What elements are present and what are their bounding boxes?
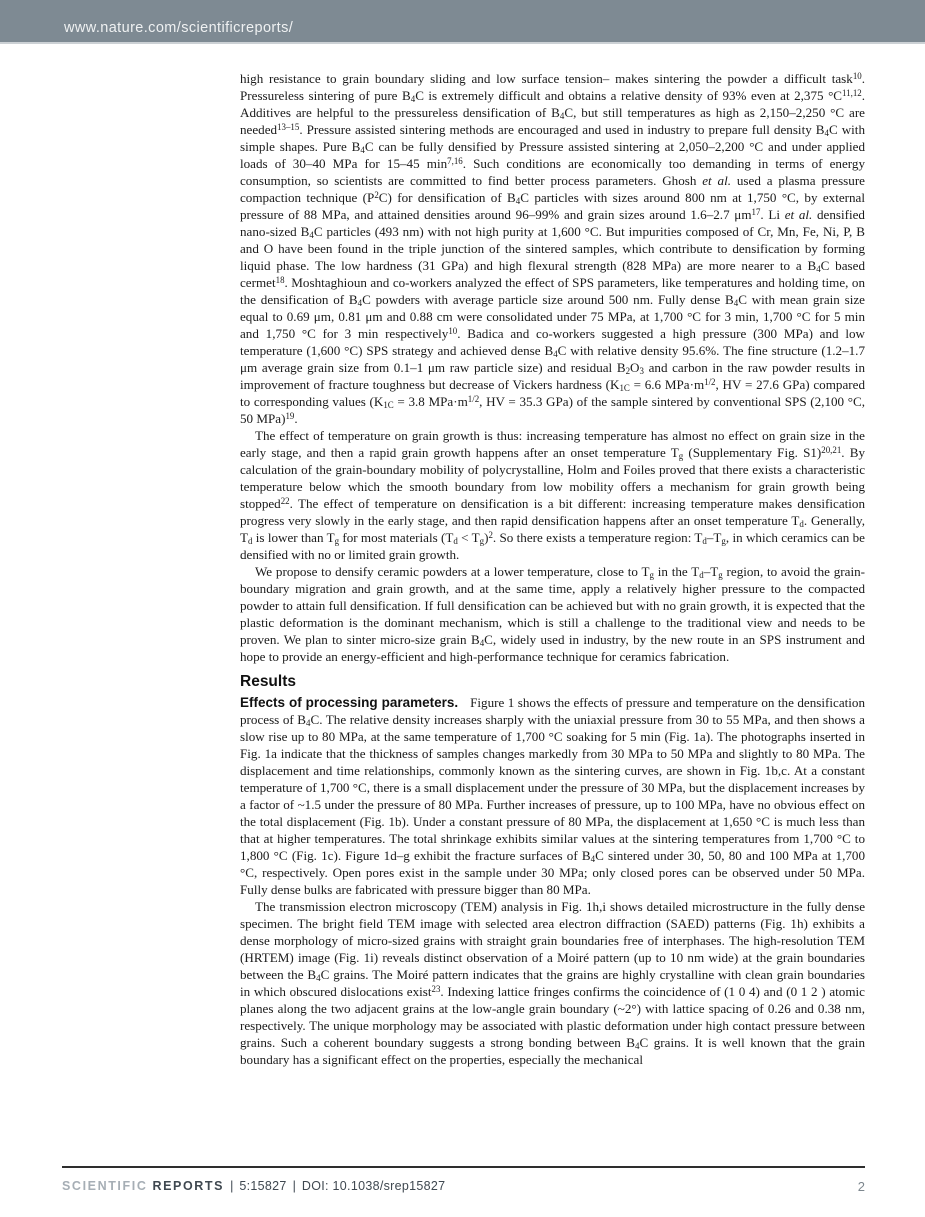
- page-footer: [62, 1179, 865, 1194]
- journal-citation: [62, 1179, 445, 1193]
- doi-text: DOI: 10.1038/srep15827: [301, 1179, 446, 1193]
- paragraph-text: The effect of temperature on grain growth is thus: increasing temperature has almost no effect on grain size in the early stage, and then a rapid grain growth happens after an onset temperature $T_g$ (Supplementary Fig. S1)$^{20,21}$. By calculation of the grain-boundary mobility of polycrystalline, Holm and Foiles proved that there exists a characteristic temperature below which the smooth boundary from low mobility offers a mechanism for grain growth being stopped$^{22}$. The effect of temperature on densification is a bit different: increasing temperature makes densification progress very slowly in the early stage, and then rapid densification happens after an onset temperature $T_d$. Generally, $T_d$ is lower than $T_g$ for most materials $(T_d < T_g)^2$. So there exists a temperature region: $T_d-T_g$, in which ceramics can be densified with no or limited grain growth.: [240, 428, 865, 562]
- article-body: [240, 70, 865, 1068]
- paragraph-results-1: [240, 694, 865, 898]
- section-heading-results: Results: [240, 673, 296, 690]
- paragraph-intro-2: [240, 427, 865, 563]
- site-url-link[interactable]: www.nature.com/scientificreports/: [64, 20, 294, 36]
- paragraph-intro-1: [240, 70, 865, 427]
- paragraph-text: Figure 1 shows the effects of pressure and temperature on the densification process of $B_4C$. The relative density increases sharply with the uniaxial pressure from 30 to 55 MPa, and then shows a slow rise up to 80 MPa, at the same temperature of 1,700 °C soaking for 5 min (Fig. 1a). The photographs inserted in Fig. 1a indicate that the thickness of samples changes markedly from 30 MPa to 50 MPa and slightly to 80 MPa. The displacement and time relationships, commonly known as the sintering curves, are shown in Fig. 1b,c. At a constant temperature of 1,700 °C, there is a small displacement under the pressure of 30 MPa, but the displacement increases by a factor of ~1.5 under the pressure of 80 MPa. Further increases of pressure, up to 100 MPa, have no obvious effect on the total displacement (Fig. 1b). Under a constant pressure of 80 MPa, the displacement at 1,650 °C is much less than that at higher temperatures. The total shrinkage exhibits similar values at the sintering temperatures from 1,700 °C to 1,800 °C (Fig. 1c). Figure 1d–g exhibit the fracture surfaces of $B_4C$ sintered under 30, 50, 80 and 100 MPa at 1,700 °C, respectively. Open pores exist in the sample under 30 MPa; only closed pores can be observed under 50 MPa. Fully dense bulks are fabricated with pressure bigger than 80 MPa.: [240, 695, 866, 897]
- paragraph-text: high resistance to grain boundary sliding and low surface tension– makes sintering the powder a difficult task$^{10}$. Pressureless sintering of pure $B_4C$ is extremely difficult and obtains a relative density of 93% even at 2,375 $^\circ C^{11,12}$. Additives are helpful to the pressureless densification of $B_4C$, but still temperatures as high as 2,150–2,250 °C are needed$^{13-15}$. Pressure assisted sintering methods are encouraged and used in industry to prepare full density $B_4C$ with simple shapes. Pure $B_4C$ can be fully densified by Pressure assisted sintering at 2,050–2,200 °C and under applied loads of 30–40 MPa for 15–45 $\min^{7,16}$. Such conditions are economically too demanding in terms of energy consumption, so scientists are committed to find better process parameters. Ghosh et al. used a plasma pressure compaction technique $(P^2C)$ for densification of $B_4C$ particles with sizes around 800 nm at 1,750 °C, by external pressure of 88 MPa, and attained densities around 96–99% and grain sizes around 1.6–2.7 $\mu m^{17}$. Li et al. densified nano-sized $B_4C$ particles (493 nm) with not high purity at 1,600 °C. But impurities composed of Cr, Mn, Fe, Ni, P, B and O have been found in the triple junction of the sintered samples, which contribute to densification by forming liquid phase. The low hardness (31 GPa) and high flexural strength (828 MPa) are more nearer to a $B_4C$ based cermet$^{18}$. Moshtaghioun and co-workers analyzed the effect of SPS parameters, like temperatures and holding time, on the densification of $B_4C$ powders with average particle size around 500 nm. Fully dense $B_4C$ with mean grain size equal to 0.69 μm, 0.81 μm and 0.88 cm were consolidated under 75 MPa, at 1,700 °C for 3 min, 1,700 °C for 5 min and 1,750 °C for 3 min respectively$^{10}$. Badica and co-workers suggested a high pressure (300 MPa) and low temperature (1,600 °C) SPS strategy and achieved dense $B_4C$ with relative density 95.6%. The fine structure (1.2–1.7 μm average grain size from 0.1–1 μm raw particle size) and residual $B_2O_3$ and carbon in the raw powder results in improvement of fracture toughness but decrease of Vickers hardness ($K_{1C} = 6.6$ $MPa\cdot m^{1/2}$, HV = 27.6 GPa) compared to corresponding values ($K_{1C} = 3.8$ $MPa\cdot m^{1/2}$, HV = 35.3 GPa) of the sample sintered by conventional SPS (2,100 °C, 50 MPa)$^{19}$.: [240, 71, 866, 426]
- journal-name-light: SCIENTIFIC: [62, 1179, 148, 1193]
- page-number: 2: [857, 1179, 865, 1194]
- paragraph-intro-3: [240, 563, 865, 665]
- runin-subsection-heading: Effects of processing parameters.: [240, 695, 459, 710]
- volume-number: 5:15827: [239, 1179, 287, 1193]
- separator: |: [292, 1179, 296, 1193]
- paragraph-text: We propose to densify ceramic powders at a lower temperature, close to $T_g$ in the $T_d-T_g$ region, to avoid the grain-boundary migration and grain growth, and at the same time, apply a relatively higher pressure to the compacted powder to attain full densification. If full densification can be achieved but with no grain growth, it is expected that the plastic deformation is the dominant mechanism, which is still a challenge to the traditional view and needs to be proven. We plan to sinter micro-size grain $B_4C$, widely used in industry, by the new route in an SPS instrument and hope to provide an energy-efficient and high-performance technique for ceramics fabrication.: [240, 564, 865, 664]
- paragraph-results-2: [240, 898, 865, 1068]
- site-header: [0, 0, 925, 44]
- journal-name-bold: REPORTS: [152, 1179, 225, 1193]
- paragraph-text: The transmission electron microscopy (TEM) analysis in Fig. 1h,i shows detailed microstructure in the fully dense specimen. The bright field TEM image with selected area electron diffraction (SAED) patterns (Fig. 1h) exhibits a dense morphology of micro-sized grains with straight grain boundaries free of interphases. The high-resolution TEM (HRTEM) image (Fig. 1i) reveals distinct observation of a Moiré pattern (up to 10 nm wide) at the grain boundaries between the $B_4C$ grains. The Moiré pattern indicates that the grains are highly crystalline with clean grain boundaries in which obscured dislocations exist$^{23}$. Indexing lattice fringes confirms the coincidence of (1 0 4) and (0 1 2 ) atomic planes along the two adjacent grains at the low-angle grain boundary (~2°) with lattice spacing of 0.26 and 0.38 nm, respectively. The unique morphology may be associated with plastic deformation under high contact pressure between grains. Such a coherent boundary suggests a strong bonding between $B_4C$ grains. It is well known that the grain boundary has a significant effect on the properties, especially the mechanical: [240, 899, 865, 1067]
- separator: |: [230, 1179, 234, 1193]
- footer-divider: [62, 1166, 865, 1168]
